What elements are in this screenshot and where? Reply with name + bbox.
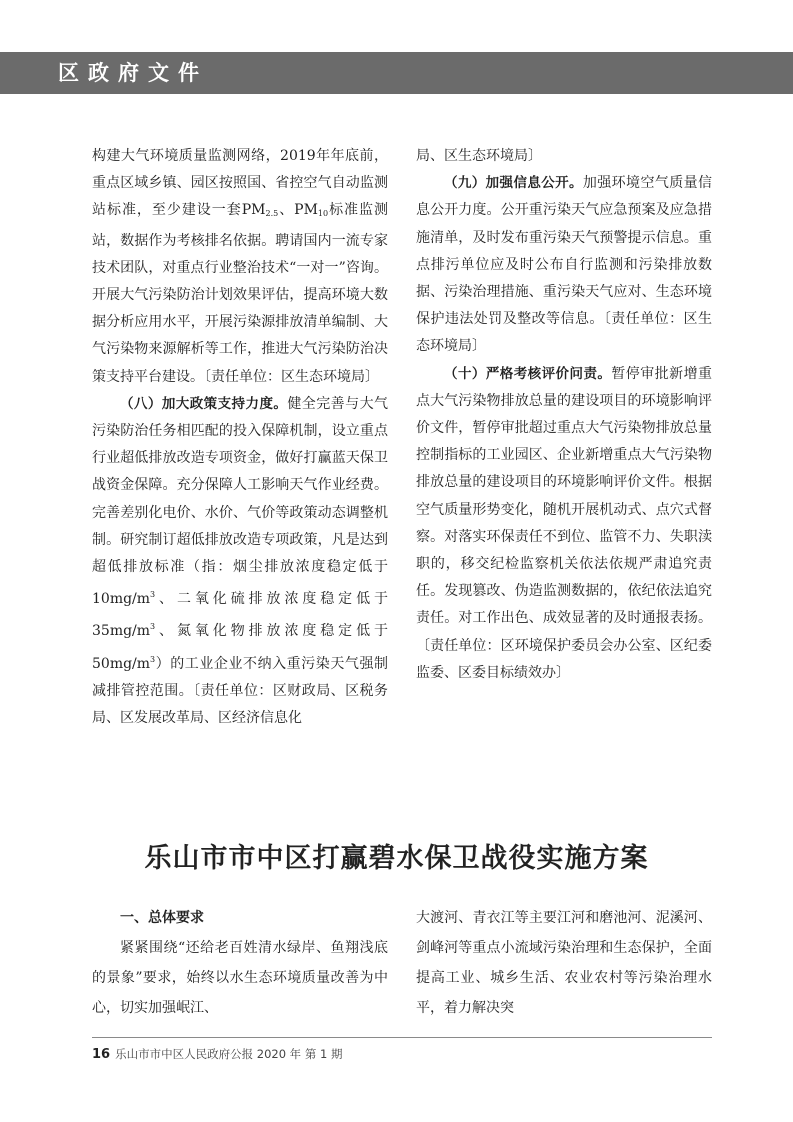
text-run: 、PM (278, 202, 318, 219)
text-run: 构建大气环境质量监测网络，2019年年底前，重点区域乡镇、园区按照国、省控空气自动监测站标准，至少建设一套PM (92, 148, 388, 219)
plan-title: 乐山市市中区打赢碧水保卫战役实施方案 (144, 843, 649, 874)
plan-left-column (92, 903, 388, 1023)
subscript: 10 (317, 209, 329, 219)
header-title: 区政府文件 (58, 61, 208, 85)
footer (92, 1046, 342, 1062)
footer-divider (92, 1037, 712, 1038)
text-run: 暂停审批新增重点大气污染物排放总量的建设项目的环境影响评价文件，暂停审批超过重点大气污染物排放总量控制指标的工业园区、企业新增重点大气污染物排放总量的建设项目的环境影响评价文件。根据空气质量形势变化，随机开展机动式、点穴式督察。对落实环保责任不到位、监管不力、失职渎职的，移交纪检监察机关依法依规严肃追究责任。发现篡改、伪造监测数据的，依纪依法追究责任。对工作出色、成效显著的及时通报表扬。〔责任单位：区环境保护委员会办公室、区纪委监委、区委目标绩效办〕 (416, 365, 713, 681)
header-band (0, 52, 793, 94)
right-column (416, 143, 712, 687)
plan-left-paragraph: 紧紧围绕“还给老百姓清水绿岸、鱼翔浅底的景象”要求，始终以水生态环境质量改善为中心，切实加强岷江、 (92, 940, 388, 1016)
left-paragraph-1 (92, 143, 388, 391)
text-run: 健全完善与大气污染防治任务相匹配的投入保障机制，设立重点行业超低排放改造专项资金，做好打赢蓝天保卫战资金保障。充分保障人工影响天气作业经费。完善差别化电价、水价、气价等政策动态调整机制。研究制订超低排放改造专项政策，凡是达到超低排放标准（指：烟尘排放浓度稳定低于10mg/m (92, 395, 389, 608)
paragraph-lead: （八）加大政策支持力度。 (120, 395, 288, 412)
paragraph-lead: （九）加强信息公开。 (444, 175, 583, 192)
superscript: 3 (150, 590, 156, 600)
right-paragraph-2 (416, 361, 712, 687)
text-run: 、二氧化硫排放浓度稳定低于35mg/m (92, 591, 388, 640)
right-paragraph-0: 局、区生态环境局〕 (416, 148, 542, 164)
subscript: 2.5 (265, 209, 279, 219)
right-paragraph-1 (416, 170, 712, 360)
text-run: 加强环境空气质量信息公开力度。公开重污染天气应急预案及应急措施清单，及时发布重污染天气预警提示信息。重点排污单位应及时公布自行监测和污染排放数据、污染治理措施、重污染天气应对、生态环境保护违法处罚及整改等信息。〔责任单位：区生态环境局〕 (416, 175, 713, 355)
page-number: 16 (92, 1047, 111, 1062)
paragraph-lead: （十）严格考核评价问责。 (444, 365, 612, 382)
left-column (92, 143, 388, 732)
plan-right-column (416, 903, 712, 1023)
text-run: 标准监测站，数据作为考核排名依据。聘请国内一流专家技术团队，对重点行业整治技术“一对一”咨询。开展大气污染防治计划效果评估，提高环境大数据分析应用水平，开展污染源排放清单编制、大气污染物来源解析等工作，推进大气污染防治决策支持平台建设。〔责任单位：区生态环境局〕 (92, 202, 388, 385)
text-run: ）的工业企业不纳入重污染天气强制减排管控范围。〔责任单位：区财政局、区税务局、区发展改革局、区经济信息化 (92, 655, 388, 727)
text-run: 、氮氧化物排放浓度稳定低于50mg/m (92, 623, 388, 672)
section-heading: 一、总体要求 (120, 910, 204, 926)
publication-info: 乐山市市中区人民政府公报 2020 年 第 1 期 (115, 1047, 343, 1061)
superscript: 3 (150, 654, 156, 664)
superscript: 3 (150, 622, 156, 632)
left-paragraph-2 (92, 391, 388, 732)
plan-right-paragraph: 大渡河、青衣江等主要江河和磨池河、泥溪河、剑峰河等重点小流域污染治理和生态保护，全面提高工业、城乡生活、农业农村等污染治理水平，着力解决突 (416, 910, 712, 1016)
